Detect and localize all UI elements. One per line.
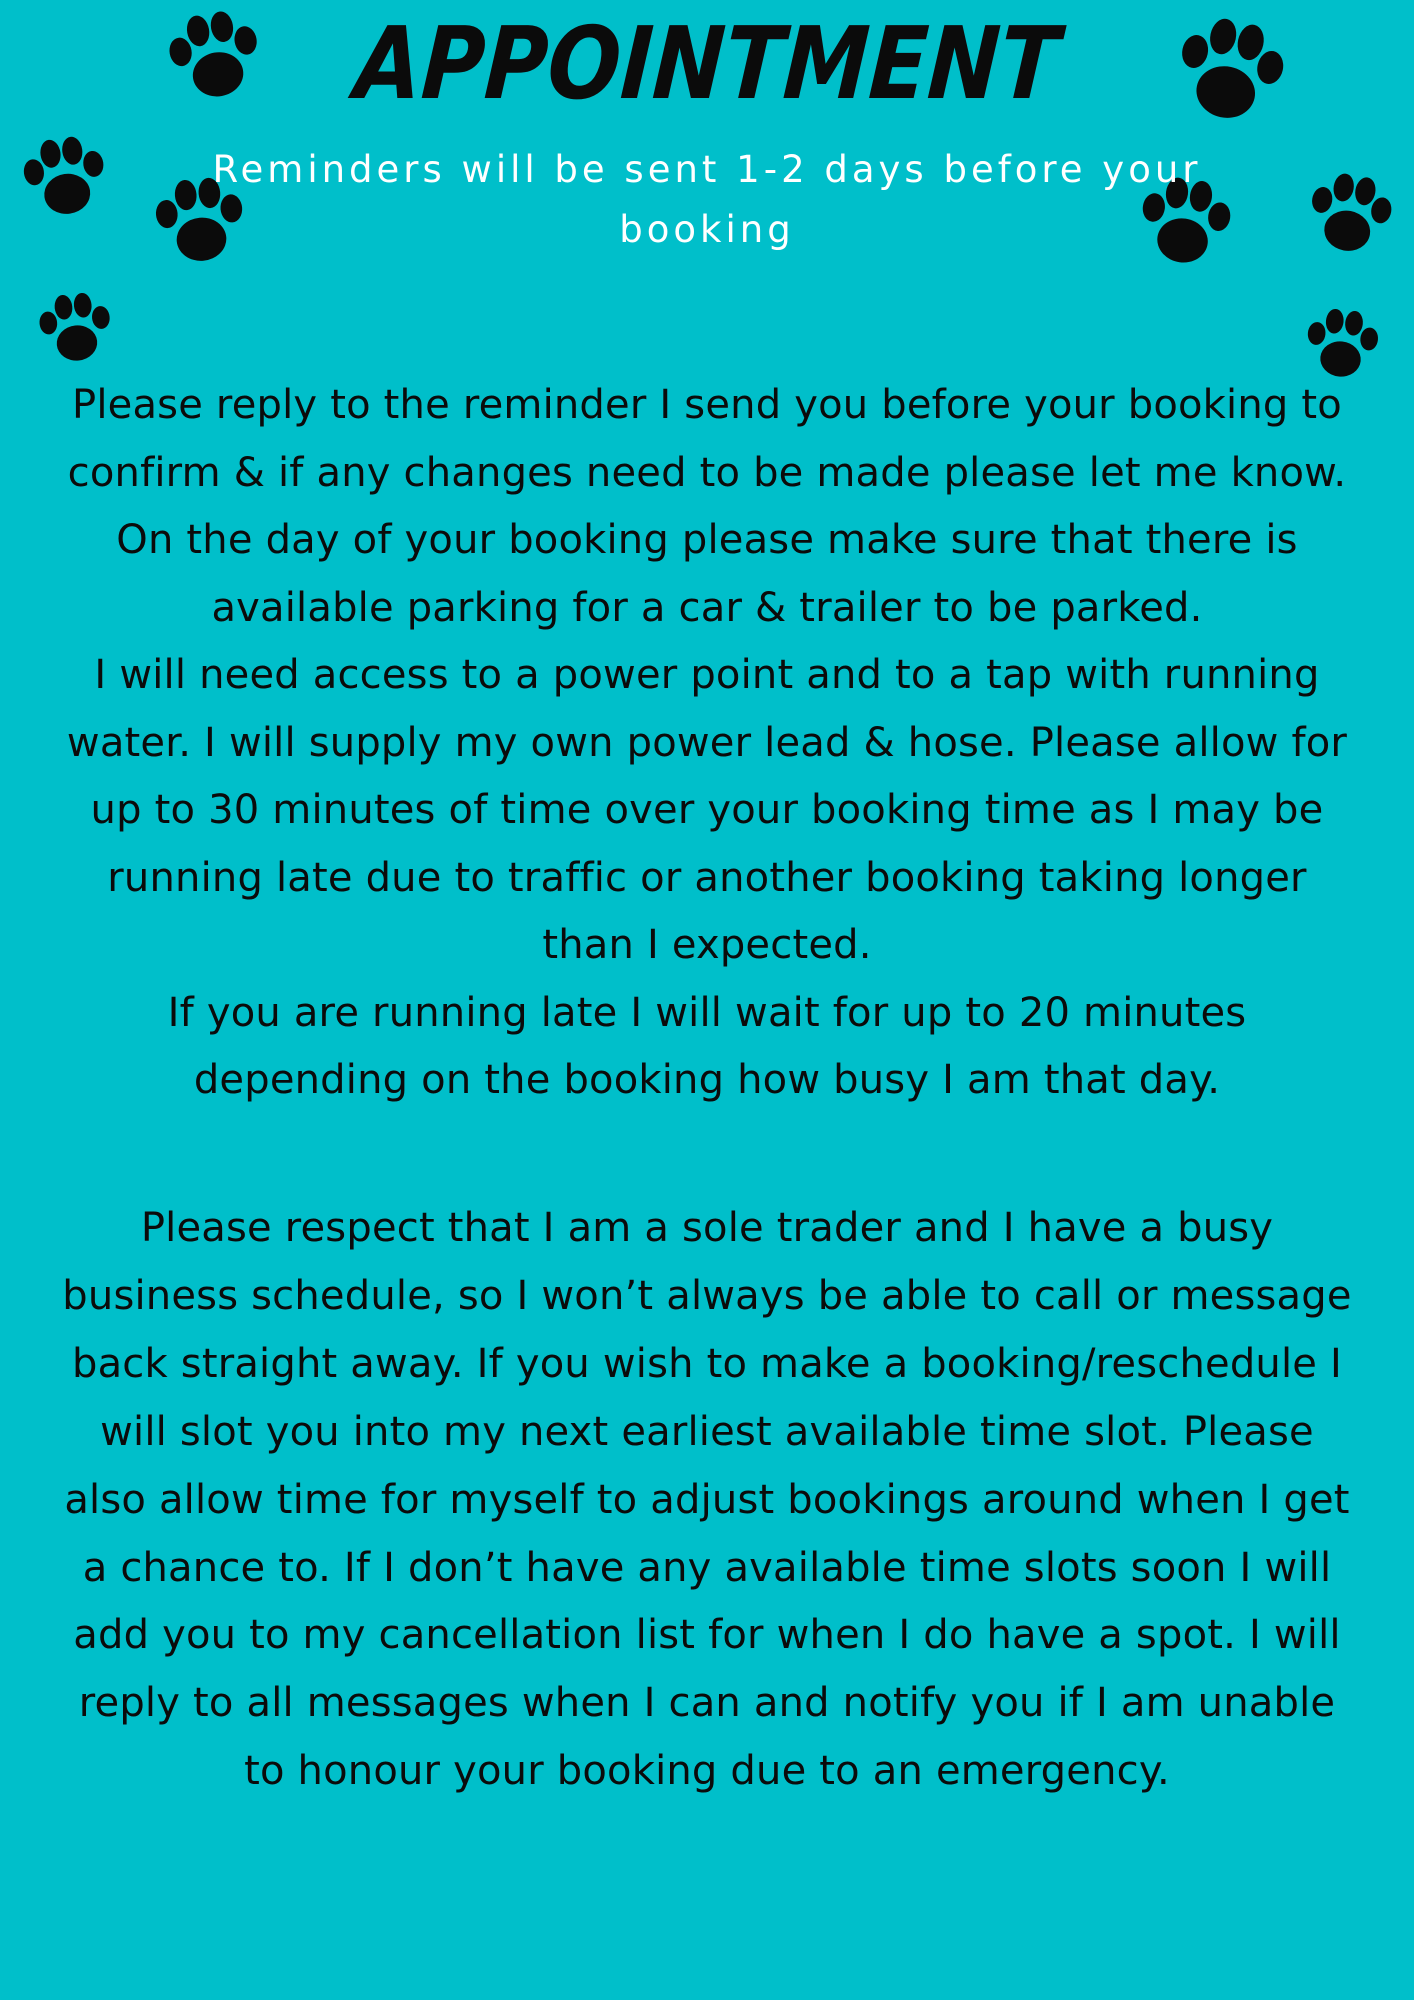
paragraph-access: I will need access to a power point and to a tap with running water. I will supply my own power lead & hose. Please allow for up to 30 minutes of time over your booking time as I may be running late due to traffic or another booking taking longer than I expected. [66,652,1348,968]
policy-text [60,372,1354,1115]
paragraph-scheduling: Please respect that I am a sole trader and I have a busy business schedule, so I won’t always be able to call or message back straight away. If you wish to make a booking/reschedule I will slot you into my next earliest available time slot. Please also allow time for myself to adjust bookings around when I get a chance to. If I don’t have any available time slots soon I will add you to my cancellation list for when I do have a spot. I will reply to all messages when I can and notify you if I am unable to honour your booking due to an emergency. [62,1205,1352,1795]
paw-print-icon [28,285,123,373]
subtitle: Reminders will be sent 1-2 days before your booking [212,148,1202,251]
paw-print-icon [1300,165,1400,265]
paragraph-parking: Please reply to the reminder I send you before your booking to confirm & if any changes need to be made please let me know. On the day of your booking please make sure that there is available parking for a car & trailer to be parked. [67,382,1347,631]
page-title: APPOINTMENT [351,5,1063,122]
paragraph-lateness: If you are running late I will wait for up to 20 minutes depending on the booking how busy I am that day. [167,989,1247,1103]
paw-print-icon [10,128,120,228]
